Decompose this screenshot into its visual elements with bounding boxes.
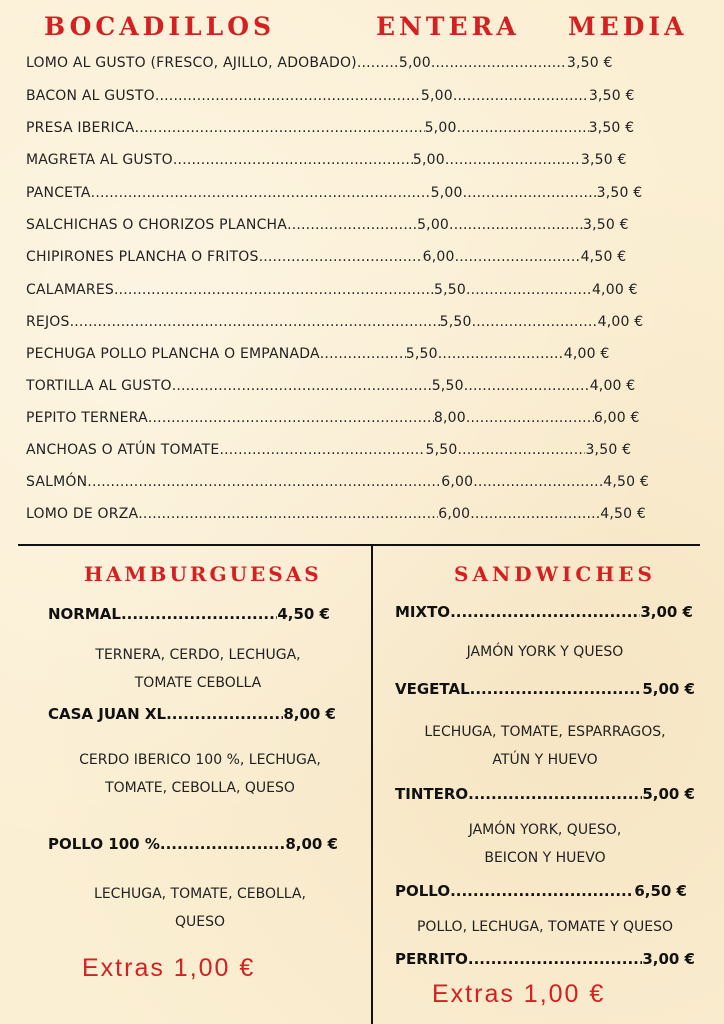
sandwich-price: 3,00 € — [642, 950, 695, 968]
bocadillo-name: PECHUGA POLLO PLANCHA O EMPANADA — [26, 346, 320, 362]
bocadillo-price-entera: 5,50 — [431, 378, 464, 394]
bocadillos-title: BOCADILLOS — [44, 12, 276, 41]
bocadillo-price-media: 4,00 € — [589, 378, 636, 394]
hamburguesa-price: 8,00 € — [283, 705, 336, 723]
bocadillo-price-media: 6,00 € — [593, 410, 640, 426]
hamburguesa-price: 8,00 € — [285, 835, 338, 853]
bocadillo-name: SALMÓN — [26, 474, 88, 490]
bocadillo-price-media: 4,50 € — [603, 474, 650, 490]
bocadillo-name: ANCHOAS O ATÚN TOMATE — [26, 442, 220, 458]
bocadillo-name: REJOS — [26, 314, 70, 330]
hamburguesa-item — [48, 705, 336, 723]
bocadillo-price-media: 3,50 € — [588, 88, 635, 104]
horizontal-divider — [18, 544, 700, 546]
sandwiches-extras: Extras 1,00 € — [432, 980, 606, 1008]
bocadillo-name: PANCETA — [26, 185, 91, 201]
bocadillo-price-entera: 8,00 — [433, 410, 466, 426]
bocadillo-row — [26, 116, 676, 140]
bocadillo-price-entera: 5,00 — [430, 185, 463, 201]
sandwich-desc — [380, 718, 710, 774]
bocadillo-name: PRESA IBERICA — [26, 120, 135, 136]
bocadillo-price-entera: 5,00 — [420, 88, 453, 104]
hamburguesa-desc — [40, 880, 360, 936]
leader-dots — [160, 835, 285, 853]
sandwich-price: 5,00 € — [642, 680, 695, 698]
sandwich-name: POLLO — [395, 882, 451, 900]
bocadillo-price-entera: 5,00 — [417, 217, 450, 233]
bocadillo-price-entera: 5,50 — [425, 442, 458, 458]
bocadillo-price-entera: 6,00 — [438, 506, 471, 522]
sandwich-item — [395, 950, 695, 968]
bocadillo-name: BACON AL GUSTO — [26, 88, 155, 104]
hamburguesa-item — [48, 835, 338, 853]
bocadillo-row — [26, 278, 676, 302]
leader-dots — [468, 785, 642, 803]
bocadillo-row — [26, 213, 676, 237]
bocadillo-price-entera: 6,00 — [441, 474, 474, 490]
bocadillo-row — [26, 51, 676, 75]
bocadillo-row — [26, 406, 676, 430]
bocadillo-row — [26, 181, 676, 205]
leader-dots — [450, 603, 640, 621]
bocadillo-price-media: 3,50 € — [585, 442, 632, 458]
desc-line: ATÚN Y HUEVO — [492, 752, 598, 768]
desc-line: POLLO, LECHUGA, TOMATE Y QUESO — [416, 919, 673, 935]
bocadillo-row — [26, 374, 676, 398]
sandwich-item — [395, 603, 693, 621]
entera-column-header: ENTERA — [376, 12, 520, 41]
vertical-divider — [371, 545, 373, 1024]
bocadillo-row — [26, 245, 676, 269]
bocadillo-name: PEPITO TERNERA — [26, 410, 148, 426]
sandwich-name: TINTERO — [395, 785, 469, 803]
sandwich-name: VEGETAL — [395, 680, 470, 698]
leader-dots — [166, 705, 283, 723]
sandwich-price: 6,50 € — [634, 882, 687, 900]
sandwich-name: MIXTO — [395, 603, 451, 621]
leader-dots — [450, 882, 634, 900]
bocadillo-price-entera: 5,50 — [439, 314, 472, 330]
hamburguesa-desc — [48, 641, 348, 697]
bocadillo-row — [26, 342, 676, 366]
sandwich-item — [395, 785, 695, 803]
sandwich-desc — [380, 816, 710, 872]
hamburguesa-name: POLLO 100 % — [48, 835, 160, 853]
sandwich-desc — [380, 638, 710, 666]
bocadillo-price-media: 4,00 € — [563, 346, 610, 362]
hamburguesa-price: 4,50 € — [277, 605, 330, 623]
desc-line: LECHUGA, TOMATE, ESPARRAGOS, — [424, 724, 666, 740]
media-column-header: MEDIA — [568, 12, 688, 41]
sandwich-desc — [380, 913, 710, 941]
bocadillo-price-media: 3,50 € — [588, 120, 635, 136]
bocadillo-row — [26, 84, 676, 108]
bocadillo-name: TORTILLA AL GUSTO — [26, 378, 172, 394]
hamburguesa-name: CASA JUAN XL — [48, 705, 167, 723]
leader-dots — [470, 680, 643, 698]
desc-line: TERNERA, CERDO, LECHUGA, — [95, 647, 301, 663]
sandwich-price: 3,00 € — [640, 603, 693, 621]
bocadillo-price-entera: 5,00 — [412, 152, 445, 168]
bocadillo-name: LOMO AL GUSTO (FRESCO, AJILLO, ADOBADO) — [26, 55, 357, 71]
hamburguesas-extras: Extras 1,00 € — [82, 954, 256, 982]
bocadillo-row — [26, 470, 676, 494]
bocadillo-row — [26, 148, 676, 172]
hamburguesa-item — [48, 605, 330, 623]
hamburguesas-title: HAMBURGUESAS — [84, 562, 322, 586]
sandwich-price: 5,00 € — [642, 785, 695, 803]
bocadillo-price-media: 4,50 € — [580, 249, 627, 265]
sandwiches-title: SANDWICHES — [454, 562, 656, 586]
desc-line: JAMÓN YORK, QUESO, — [468, 822, 622, 838]
bocadillo-name: LOMO DE ORZA — [26, 506, 139, 522]
bocadillo-price-media: 3,50 € — [566, 55, 613, 71]
bocadillo-name: MAGRETA AL GUSTO — [26, 152, 173, 168]
bocadillo-price-entera: 6,00 — [422, 249, 455, 265]
bocadillo-price-media: 3,50 € — [583, 217, 629, 233]
bocadillo-price-media: 4,00 € — [597, 314, 644, 330]
desc-line: LECHUGA, TOMATE, CEBOLLA, — [94, 886, 306, 902]
bocadillo-price-entera: 5,00 — [398, 55, 431, 71]
sandwich-item — [395, 680, 695, 698]
bocadillo-name: CALAMARES — [26, 282, 114, 298]
sandwich-item — [395, 882, 687, 900]
hamburguesa-name: NORMAL — [48, 605, 121, 623]
bocadillo-price-entera: 5,50 — [433, 282, 466, 298]
bocadillo-price-media: 4,00 € — [591, 282, 638, 298]
desc-line: CERDO IBERICO 100 %, LECHUGA, — [79, 752, 321, 768]
desc-line: JAMÓN YORK Y QUESO — [466, 644, 624, 660]
bocadillo-price-media: 3,50 € — [580, 152, 627, 168]
sandwich-name: PERRITO — [395, 950, 468, 968]
bocadillo-row — [26, 438, 676, 462]
desc-line: QUESO — [174, 914, 226, 930]
bocadillo-price-entera: 5,50 — [405, 346, 438, 362]
bocadillo-name: CHIPIRONES PLANCHA O FRITOS — [26, 249, 259, 265]
desc-line: BEICON Y HUEVO — [484, 850, 606, 866]
bocadillo-price-media: 3,50 € — [596, 185, 643, 201]
bocadillo-price-entera: 5,00 — [424, 120, 457, 136]
bocadillo-row — [26, 502, 676, 526]
leader-dots — [468, 950, 642, 968]
bocadillo-row — [26, 310, 676, 334]
bocadillo-price-media: 4,50 € — [600, 506, 646, 522]
hamburguesa-desc — [40, 746, 360, 802]
desc-line: TOMATE, CEBOLLA, QUESO — [105, 780, 295, 796]
desc-line: TOMATE CEBOLLA — [134, 675, 262, 691]
bocadillo-name: SALCHICHAS O CHORIZOS PLANCHA — [26, 217, 288, 233]
leader-dots — [121, 605, 277, 623]
